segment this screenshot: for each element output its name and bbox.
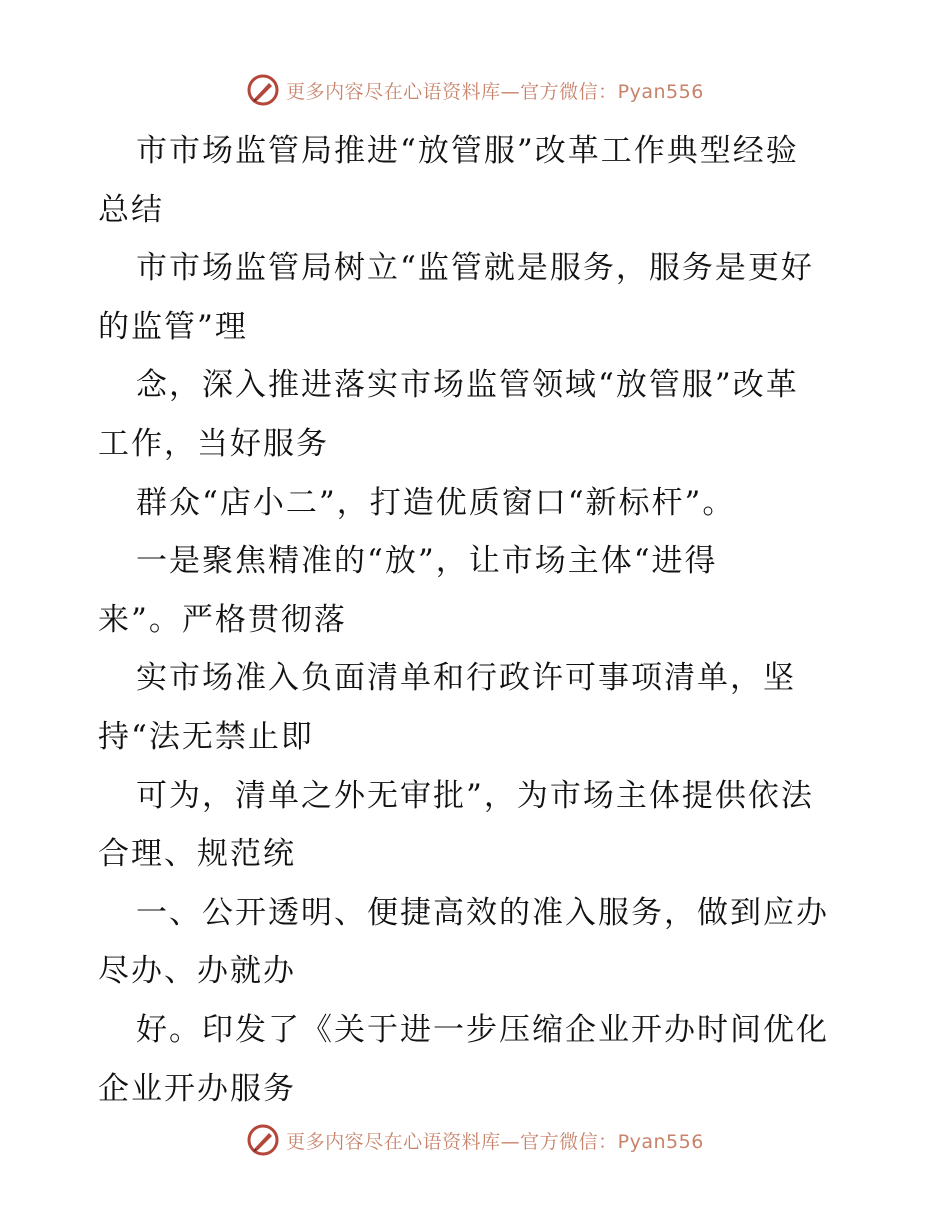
text-line: 尽办、办就办 [98,953,296,990]
text-line: 合理、规范统 [98,836,296,873]
footer-watermark [0,1120,950,1160]
text-line: 的监管”理 [98,308,248,345]
text-line: 群众“店小二”，打造优质窗口“新标杆”。 [136,484,736,521]
text-line: 企业开办服务 [98,1070,296,1107]
text-line: 一是聚焦精准的“放”，让市场主体“进得 [136,543,718,580]
text-line: 实市场准入负面清单和行政许可事项清单，坚 [136,660,796,697]
text-line: 可为，清单之外无审批”，为市场主体提供依法 [136,777,814,814]
text-line: 一、公开透明、便捷高效的准入服务，做到应办 [136,894,829,931]
text-line: 工作，当好服务 [98,425,329,462]
red-pen-logo-icon [246,73,280,107]
text-line: 市市场监管局推进“放管服”改革工作典型经验 [136,133,799,169]
text-line: 来”。严格贯彻落 [98,601,347,638]
red-pen-logo-icon [246,1123,280,1157]
text-line: 念，深入推进落实市场监管领域“放管服”改革 [136,367,799,404]
text-line: 持“法无禁止即 [98,718,314,755]
text-line: 市市场监管局树立“监管就是服务，服务是更好 [136,250,814,287]
text-line: 总结 [98,191,164,228]
document-body [98,122,858,1118]
watermark-text: 更多内容尽在心语资料库—官方微信：Pyan556 [286,1130,704,1153]
watermark-text: 更多内容尽在心语资料库—官方微信：Pyan556 [286,80,704,103]
header-watermark [0,70,950,110]
text-line: 好。印发了《关于进一步压缩企业开办时间优化 [136,1011,829,1048]
